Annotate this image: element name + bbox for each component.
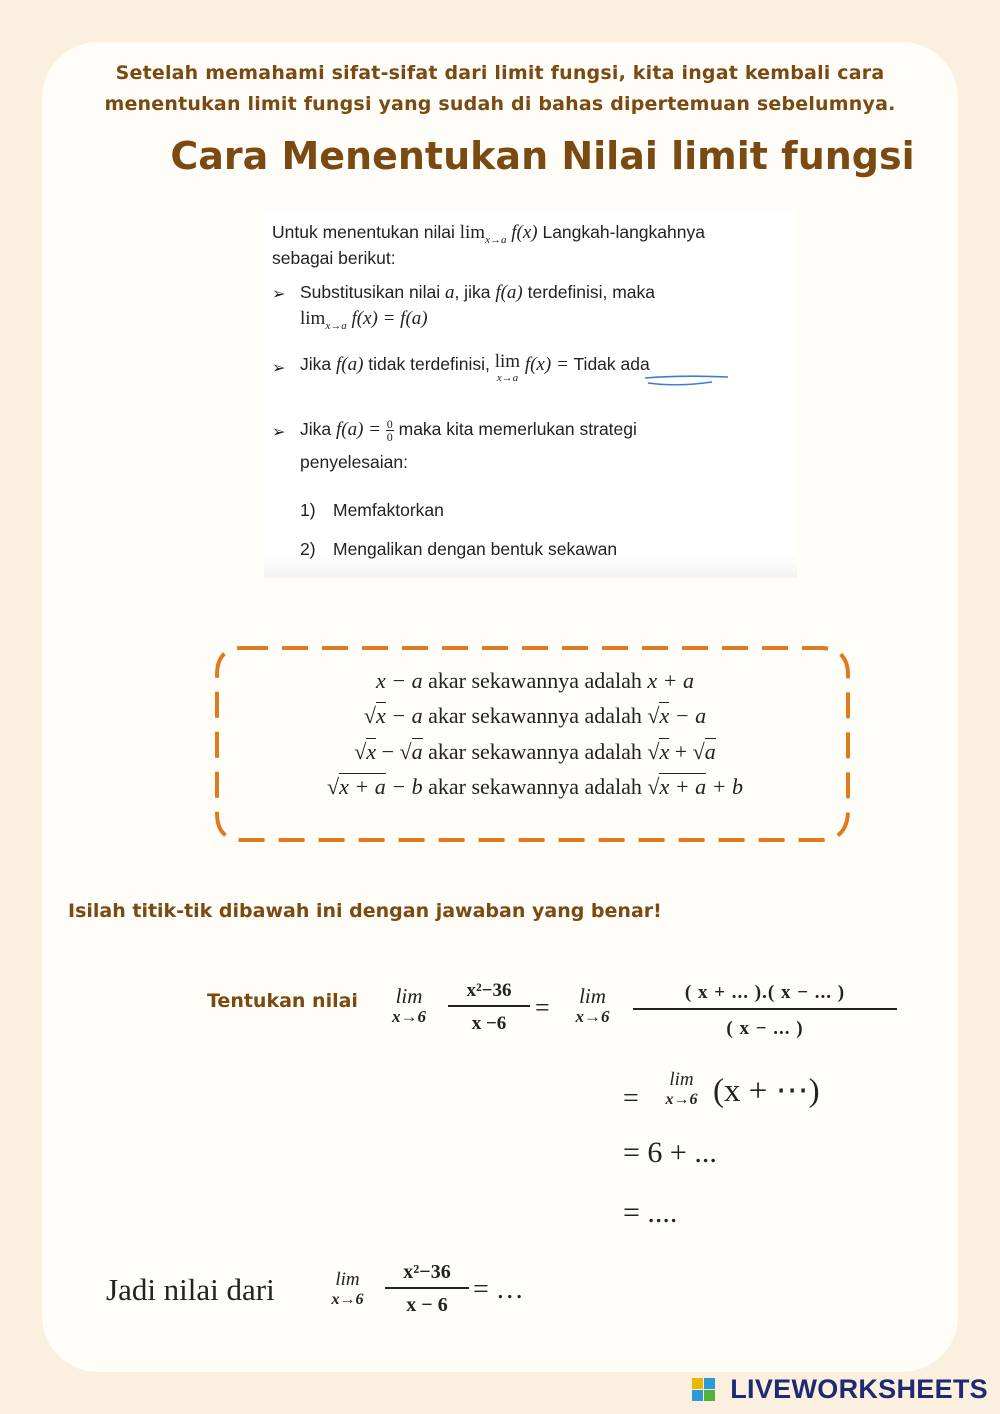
step-2-expression: (x + ⋯) <box>713 1073 820 1109</box>
conclusion-label: Jadi nilai dari <box>106 1272 275 1307</box>
equals-sign: = <box>535 993 550 1022</box>
intro-paragraph <box>60 58 940 120</box>
bullet-arrow-icon: ➢ <box>272 284 286 303</box>
option-1-number: 1) <box>300 500 316 520</box>
steps-intro-line-2: sebagai berikut: <box>272 248 396 268</box>
bullet-arrow-icon: ➢ <box>272 422 286 441</box>
conclusion-fraction: x²−36 x − 6 <box>385 1261 469 1317</box>
steps-box <box>264 210 797 578</box>
zero-over-zero: $\frac{0}{0}$ <box>386 417 393 444</box>
rhs-limit: lim x→6 <box>575 984 610 1026</box>
steps-intro-line-1: Untuk menentukan nilai $\lim_{x\to a} f(x)$ Langkah-langkahnya <box>272 222 705 246</box>
step-2: Jika f(a) tidak terdefinisi, lim x→a f(x) = Tidak ada <box>300 351 650 384</box>
intro-line-1: Setelah memahami sifat-sifat dari limit fungsi, kita ingat kembali cara <box>115 62 885 84</box>
page-title: Cara Menentukan Nilai limit fungsi <box>170 134 915 178</box>
bullet-arrow-icon: ➢ <box>272 358 286 377</box>
conjugate-row-4: √x + a − b akar sekawannya adalah √x + a + b <box>327 774 743 799</box>
problem-fraction: x²−36 x −6 <box>448 980 530 1035</box>
problem-label: Tentukan nilai <box>207 990 358 1012</box>
conjugate-row-1: x − a akar sekawannya adalah x + a <box>375 668 695 693</box>
step-4-expression: = .... <box>623 1196 678 1229</box>
step-3-line-2: penyelesaian: <box>300 452 408 472</box>
liveworksheets-logo-icon <box>692 1378 716 1402</box>
step-2-equals: = <box>623 1083 639 1114</box>
conclusion-limit: lim x→6 <box>331 1269 364 1308</box>
option-2-number: 2) <box>300 539 316 559</box>
conjugate-row-2: √x − a akar sekawannya adalah √x − a <box>363 703 707 728</box>
problem-limit: lim x→6 <box>392 984 426 1026</box>
handwritten-underline <box>642 374 732 388</box>
instruction-text: Isilah titik-tik dibawah ini dengan jawaban yang benar! <box>68 900 662 922</box>
step-2-limit: lim x→6 <box>665 1069 698 1108</box>
step-3-expression: = 6 + ... <box>623 1136 717 1169</box>
step-1-line-2: $\lim_{x\to a} f(x) = f(a)$ <box>300 308 428 332</box>
intro-line-2: menentukan limit fungsi yang sudah di bahas dipertemuan sebelumnya. <box>104 93 896 115</box>
conjugate-row-3: √x − √a akar sekawannya adalah √x + √a <box>354 739 716 764</box>
option-1-label: Memfaktorkan <box>333 500 444 520</box>
step-1-line-1: Substitusikan nilai a, jika f(a) terdefinisi, maka <box>300 282 656 303</box>
step-3-line-1: Jika f(a) = $\frac{0}{0}$ maka kita memerlukan strategi <box>300 417 637 444</box>
conclusion-answer: = … <box>473 1274 524 1305</box>
liveworksheets-brand: LIVEWORKSHEETS <box>730 1374 988 1404</box>
rhs-fraction: ( x + ... ).( x − ... ) ( x − ... ) <box>633 982 897 1040</box>
option-2-label: Mengalikan dengan bentuk sekawan <box>333 539 618 559</box>
